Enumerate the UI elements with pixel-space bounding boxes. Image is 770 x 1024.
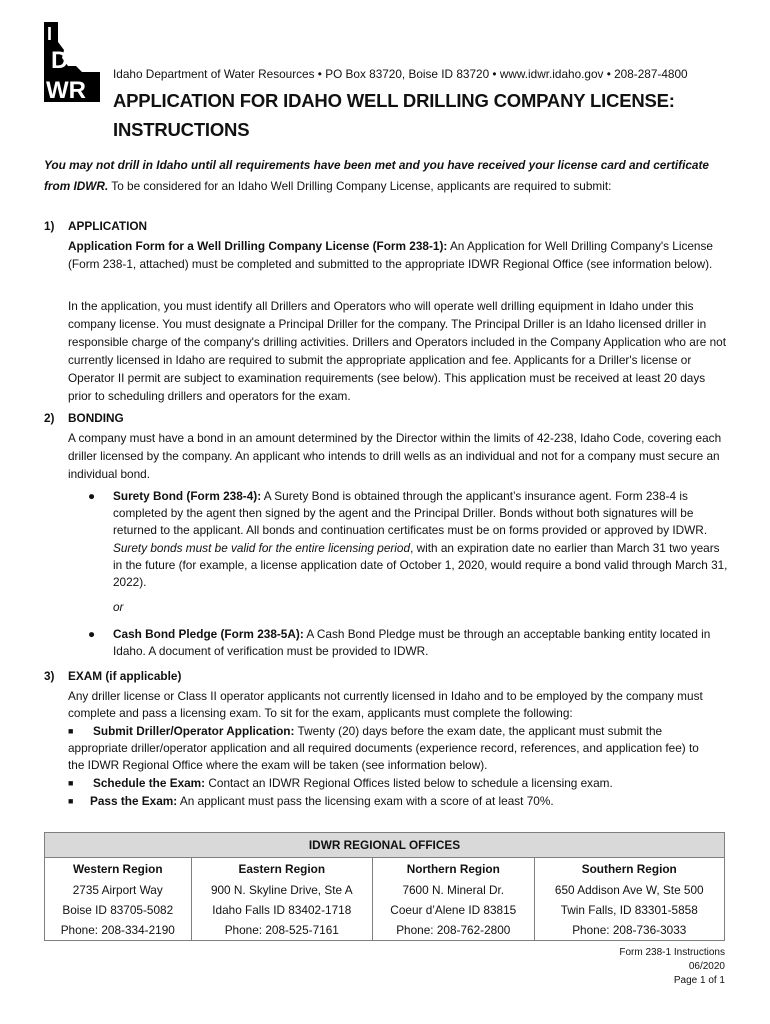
svg-text:WR: WR bbox=[46, 77, 86, 104]
revision-date: 06/2020 bbox=[688, 961, 725, 972]
section-heading: EXAM (if applicable) bbox=[68, 669, 182, 683]
region-address: 900 N. Skyline Drive, Ste A bbox=[191, 880, 373, 900]
application-details-paragraph: In the application, you must identify all Drillers and Operators who will operate well drilling equipment in Idaho under this company license. You must designate a Principal Driller for the company. The Principal Driller is an Idaho licensed driller in responsible charge of the company's drilling activities. Drillers and Operators included in the Company Application who are not currently licensed in Idaho are required to submit the appropriate application and fee. Applicants for a Driller's license or Operator II permit are subject to examination requirements (see below). This application must be received at least 20 days prior to scheduling drillers and operators for the exam. bbox=[68, 299, 726, 403]
or-separator: or bbox=[113, 600, 124, 614]
region-address: 2735 Airport Way bbox=[45, 880, 192, 900]
region-city: Twin Falls, ID 83301-5858 bbox=[534, 900, 724, 920]
svg-text:I: I bbox=[47, 24, 53, 44]
svg-text:D: D bbox=[51, 47, 69, 74]
table-row bbox=[45, 858, 725, 881]
region-phone: Phone: 208-736-3033 bbox=[534, 920, 724, 941]
submit-application-text: Twenty (20) days before the exam date, the applicant must submit the appropriate driller/operator application and all required documents (experience record, references, and application fee) to the IDWR Regional Office where the exam will be taken (see information below). bbox=[68, 724, 699, 772]
exam-paragraph: Any driller license or Class II operator applicants not currently licensed in Idaho and to be employed by the company must complete and pass a licensing exam. To sit for the exam, applicants must complete the following: bbox=[68, 689, 703, 720]
pass-exam-text: An applicant must pass the licensing exam with a score of at least 70%. bbox=[177, 794, 554, 808]
title-line-2: INSTRUCTIONS bbox=[113, 119, 250, 140]
table-row bbox=[45, 880, 725, 900]
surety-bond-label: Surety Bond (Form 238-4): bbox=[113, 489, 262, 503]
intro-paragraph bbox=[44, 155, 734, 197]
form-number: Form 238-1 Instructions bbox=[619, 947, 725, 958]
square-bullet-icon: ■ bbox=[68, 778, 74, 788]
page-title bbox=[113, 86, 713, 144]
schedule-exam-label: Schedule the Exam: bbox=[93, 776, 206, 790]
section-heading: BONDING bbox=[68, 411, 124, 425]
cash-bond-text: A Cash Bond Pledge must be through an acceptable banking entity located in Idaho. A document of verification must be provided to IDWR. bbox=[113, 627, 711, 659]
page-footer bbox=[619, 946, 725, 988]
region-name: Western Region bbox=[45, 858, 192, 881]
region-phone: Phone: 208-334-2190 bbox=[45, 920, 192, 941]
table-row bbox=[45, 900, 725, 920]
region-name: Eastern Region bbox=[191, 858, 373, 881]
form-238-1-text: An Application for Well Drilling Company's License (Form 238-1, attached) must be completed and submitted to the appropriate IDWR Regional Office (see information below). bbox=[68, 239, 713, 271]
submit-application-label: Submit Driller/Operator Application: bbox=[93, 724, 295, 738]
table-row bbox=[45, 920, 725, 941]
page-number: Page 1 of 1 bbox=[673, 975, 725, 986]
intro-warning: You may not drill in Idaho until all requirements have been met and you have received your license card and certificate from IDWR. bbox=[44, 158, 709, 193]
bullet-icon: ● bbox=[88, 489, 96, 503]
section-application-heading bbox=[44, 219, 147, 233]
surety-bond-validity: Surety bonds must be valid for the entire licensing period bbox=[113, 540, 411, 555]
region-name: Southern Region bbox=[534, 858, 724, 881]
section-bonding-heading bbox=[44, 411, 124, 425]
square-bullet-icon: ■ bbox=[68, 796, 74, 806]
section-heading: APPLICATION bbox=[68, 219, 148, 233]
region-city: Coeur d’Alene ID 83815 bbox=[373, 900, 535, 920]
region-address: 650 Addison Ave W, Ste 500 bbox=[534, 880, 724, 900]
regional-offices-table bbox=[44, 832, 725, 941]
region-city: Idaho Falls ID 83402-1718 bbox=[191, 900, 373, 920]
offices-table-title: IDWR REGIONAL OFFICES bbox=[45, 833, 725, 858]
form-238-1-label: Application Form for a Well Drilling Company License (Form 238-1): bbox=[68, 239, 448, 253]
application-form-paragraph bbox=[68, 237, 728, 273]
surety-bond-tail: , with an expiration date no earlier than March 31 two years in the future (for example, a license application date of October 1, 2020, would require a bond valid through March 31, 2022). bbox=[113, 540, 728, 590]
section-exam-heading bbox=[44, 669, 181, 683]
agency-contact-line: Idaho Department of Water Resources • PO Box 83720, Boise ID 83720 • www.idwr.idaho.gov • 208-287-4800 bbox=[113, 67, 688, 81]
region-phone: Phone: 208-762-2800 bbox=[373, 920, 535, 941]
section-number: 1) bbox=[44, 219, 55, 233]
region-address: 7600 N. Mineral Dr. bbox=[373, 880, 535, 900]
pass-exam-label: Pass the Exam: bbox=[90, 794, 178, 808]
intro-text: To be considered for an Idaho Well Drilling Company License, applicants are required to submit: bbox=[108, 179, 612, 193]
title-line-1: APPLICATION FOR IDAHO WELL DRILLING COMPANY LICENSE: bbox=[113, 90, 675, 111]
bullet-icon: ● bbox=[88, 627, 96, 641]
idwr-logo bbox=[42, 20, 102, 104]
cash-bond-label: Cash Bond Pledge (Form 238-5A): bbox=[113, 627, 304, 641]
region-name: Northern Region bbox=[373, 858, 535, 881]
schedule-exam-text: Contact an IDWR Regional Offices listed below to schedule a licensing exam. bbox=[205, 776, 613, 790]
section-number: 2) bbox=[44, 411, 55, 425]
region-phone: Phone: 208-525-7161 bbox=[191, 920, 373, 941]
bonding-paragraph: A company must have a bond in an amount determined by the Director within the limits of 42-238, Idaho Code, covering each driller licensed by the company. An applicant who intends to drill wells as an individual and not for a company must secure an individual bond. bbox=[68, 431, 722, 481]
region-city: Boise ID 83705-5082 bbox=[45, 900, 192, 920]
square-bullet-icon: ■ bbox=[68, 726, 74, 736]
section-number: 3) bbox=[44, 669, 55, 683]
surety-bond-text: A Surety Bond is obtained through the applicant’s insurance agent. Form 238-4 is completed by the agent then signed by the agent and the Principal Driller. Bonds without both signatures will be returned to the applicant. All bonds and continuation certificates must be on forms provided or approved by IDWR. bbox=[113, 489, 708, 538]
